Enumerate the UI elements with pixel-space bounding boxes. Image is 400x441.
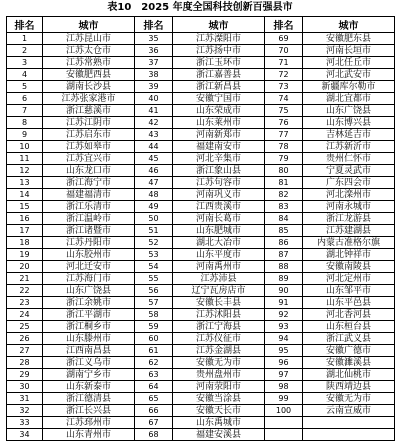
table-row <box>7 105 395 117</box>
table-row <box>7 45 395 57</box>
rank-cell: 76 <box>265 117 303 129</box>
rank-cell: 94 <box>265 333 303 345</box>
city-cell: 山东禹城市 <box>173 417 265 429</box>
rank-cell: 28 <box>7 357 43 369</box>
city-cell: 湖南长沙县 <box>43 81 135 93</box>
city-cell: 浙江象山县 <box>173 165 265 177</box>
city-cell: 浙江长兴县 <box>43 405 135 417</box>
city-cell: 浙江余姚市 <box>43 297 135 309</box>
rank-cell: 80 <box>265 165 303 177</box>
city-cell: 山东广饶县 <box>303 105 395 117</box>
table-row <box>7 165 395 177</box>
city-cell: 湖北大冶市 <box>173 237 265 249</box>
city-cell: 福建福清市 <box>43 189 135 201</box>
rank-cell: 47 <box>135 177 173 189</box>
city-cell: 浙江宁海县 <box>173 321 265 333</box>
city-cell: 江苏金湖县 <box>173 345 265 357</box>
rank-cell: 49 <box>135 201 173 213</box>
rank-cell: 58 <box>135 309 173 321</box>
city-cell: 贵州仁怀市 <box>303 153 395 165</box>
rank-cell: 24 <box>7 309 43 321</box>
city-cell: 河北任丘市 <box>303 57 395 69</box>
rank-cell: 4 <box>7 69 43 81</box>
city-cell: 河南永城市 <box>303 201 395 213</box>
city-cell: 浙江玉环市 <box>173 57 265 69</box>
rank-cell: 51 <box>135 225 173 237</box>
city-cell: 陕西靖边县 <box>303 381 395 393</box>
rank-cell: 15 <box>7 201 43 213</box>
city-cell: 河北武安市 <box>303 69 395 81</box>
city-cell: 湖北钟祥市 <box>303 249 395 261</box>
rank-cell: 1 <box>7 33 43 45</box>
city-cell: 江西贵溪市 <box>173 201 265 213</box>
city-cell: 江苏仪征市 <box>173 333 265 345</box>
rank-cell: 8 <box>7 117 43 129</box>
city-cell: 安徽肥西县 <box>43 69 135 81</box>
city-cell: 河南禹州市 <box>173 261 265 273</box>
city-cell: 宁夏灵武市 <box>303 165 395 177</box>
rank-cell: 57 <box>135 297 173 309</box>
city-cell: 辽宁瓦房店市 <box>173 285 265 297</box>
rank-cell: 91 <box>265 297 303 309</box>
city-cell: 浙江桐乡市 <box>43 321 135 333</box>
header-city: 城市 <box>303 17 395 33</box>
rank-cell: 9 <box>7 129 43 141</box>
rank-cell: 78 <box>265 141 303 153</box>
table-row <box>7 393 395 405</box>
city-cell: 浙江新昌县 <box>173 81 265 93</box>
city-cell: 山东广饶县 <box>43 285 135 297</box>
rank-cell <box>265 417 303 429</box>
table-row <box>7 261 395 273</box>
rank-cell: 99 <box>265 393 303 405</box>
header-rank: 排名 <box>135 17 173 33</box>
table-number: 表10 <box>107 2 132 13</box>
rank-cell: 23 <box>7 297 43 309</box>
city-cell: 浙江嘉善县 <box>173 69 265 81</box>
rank-cell: 35 <box>135 33 173 45</box>
rank-cell: 77 <box>265 129 303 141</box>
rank-cell: 48 <box>135 189 173 201</box>
rank-cell: 14 <box>7 189 43 201</box>
city-cell <box>303 417 395 429</box>
city-cell: 山东博兴县 <box>303 117 395 129</box>
rank-cell: 56 <box>135 285 173 297</box>
city-cell: 福建南安市 <box>173 141 265 153</box>
table-row <box>7 357 395 369</box>
rank-cell: 79 <box>265 153 303 165</box>
rank-cell: 64 <box>135 381 173 393</box>
rank-cell: 40 <box>135 93 173 105</box>
city-cell: 山东青州市 <box>43 429 135 441</box>
city-cell: 河南新郑市 <box>173 129 265 141</box>
rank-cell: 34 <box>7 429 43 441</box>
city-cell: 河北滦州市 <box>303 189 395 201</box>
rank-cell: 54 <box>135 261 173 273</box>
city-cell: 河北定州市 <box>303 273 395 285</box>
rank-cell: 27 <box>7 345 43 357</box>
table-row <box>7 237 395 249</box>
table-row <box>7 417 395 429</box>
table-row <box>7 129 395 141</box>
table-title <box>0 0 400 15</box>
table-row <box>7 57 395 69</box>
rank-cell <box>265 429 303 441</box>
city-cell: 山东邹平市 <box>303 285 395 297</box>
table-row <box>7 201 395 213</box>
city-cell: 浙江平湖市 <box>43 309 135 321</box>
table-caption: 2025 年度全国科技创新百强县市 <box>141 2 293 13</box>
city-cell: 浙江武义县 <box>303 333 395 345</box>
city-cell: 河南巩义市 <box>173 189 265 201</box>
header-rank: 排名 <box>7 17 43 33</box>
city-cell: 内蒙古准格尔旗 <box>303 237 395 249</box>
city-cell: 安徽广德市 <box>303 345 395 357</box>
city-cell: 河南长垣市 <box>303 45 395 57</box>
rank-cell: 75 <box>265 105 303 117</box>
rank-cell: 46 <box>135 165 173 177</box>
rank-cell: 84 <box>265 213 303 225</box>
city-cell: 浙江义乌市 <box>43 357 135 369</box>
table-row <box>7 225 395 237</box>
rank-cell: 31 <box>7 393 43 405</box>
rank-cell: 90 <box>265 285 303 297</box>
city-cell: 山东桓台县 <box>303 321 395 333</box>
city-cell: 河南长葛市 <box>173 213 265 225</box>
rank-cell: 37 <box>135 57 173 69</box>
city-cell: 浙江诸暨市 <box>43 225 135 237</box>
rank-cell: 52 <box>135 237 173 249</box>
table-row <box>7 405 395 417</box>
rank-cell: 3 <box>7 57 43 69</box>
rank-cell: 61 <box>135 345 173 357</box>
rank-cell: 39 <box>135 81 173 93</box>
city-cell: 浙江慈溪市 <box>43 105 135 117</box>
rank-cell: 86 <box>265 237 303 249</box>
city-cell: 浙江温岭市 <box>43 213 135 225</box>
city-cell: 江苏句容市 <box>173 177 265 189</box>
rank-cell: 93 <box>265 321 303 333</box>
header-city: 城市 <box>43 17 135 33</box>
city-cell: 浙江乐清市 <box>43 201 135 213</box>
city-cell: 山东平度市 <box>173 249 265 261</box>
table-row <box>7 69 395 81</box>
city-cell <box>303 429 395 441</box>
city-cell: 安徽无为市 <box>303 393 395 405</box>
rank-cell: 6 <box>7 93 43 105</box>
rank-cell: 33 <box>7 417 43 429</box>
city-cell: 江苏宜兴市 <box>43 153 135 165</box>
city-cell: 江苏沛县 <box>173 273 265 285</box>
rank-cell: 44 <box>135 141 173 153</box>
rank-cell: 11 <box>7 153 43 165</box>
rank-cell: 98 <box>265 381 303 393</box>
city-cell: 浙江海宁市 <box>43 177 135 189</box>
rank-cell: 67 <box>135 417 173 429</box>
rank-cell: 82 <box>265 189 303 201</box>
rank-cell: 36 <box>135 45 173 57</box>
header-rank: 排名 <box>265 17 303 33</box>
city-cell: 山东新泰市 <box>43 381 135 393</box>
table-row <box>7 141 395 153</box>
city-cell: 江苏溧阳市 <box>173 33 265 45</box>
city-cell: 湖北宜都市 <box>303 93 395 105</box>
rank-cell: 71 <box>265 57 303 69</box>
city-cell: 江苏新沂市 <box>303 141 395 153</box>
city-cell: 河北辛集市 <box>173 153 265 165</box>
rank-cell: 25 <box>7 321 43 333</box>
rank-cell: 63 <box>135 369 173 381</box>
city-cell: 江苏海门市 <box>43 273 135 285</box>
rank-cell: 60 <box>135 333 173 345</box>
city-cell: 江苏昆山市 <box>43 33 135 45</box>
rank-cell: 73 <box>265 81 303 93</box>
table-row <box>7 93 395 105</box>
table-row <box>7 309 395 321</box>
city-cell: 江苏沭阳县 <box>173 309 265 321</box>
city-cell: 浙江德清县 <box>43 393 135 405</box>
city-cell: 广东四会市 <box>303 177 395 189</box>
rank-cell: 74 <box>265 93 303 105</box>
city-cell: 山东胶州市 <box>43 249 135 261</box>
rank-cell: 92 <box>265 309 303 321</box>
rank-cell: 43 <box>135 129 173 141</box>
city-cell: 江苏张家港市 <box>43 93 135 105</box>
table-row <box>7 249 395 261</box>
rank-cell: 17 <box>7 225 43 237</box>
table-row <box>7 345 395 357</box>
rank-cell: 13 <box>7 177 43 189</box>
table-row <box>7 285 395 297</box>
header-city: 城市 <box>173 17 265 33</box>
rank-cell: 59 <box>135 321 173 333</box>
rank-cell: 21 <box>7 273 43 285</box>
rank-cell: 72 <box>265 69 303 81</box>
table-row <box>7 273 395 285</box>
rank-cell: 29 <box>7 369 43 381</box>
rank-cell: 10 <box>7 141 43 153</box>
ranking-table <box>6 16 395 441</box>
rank-cell: 22 <box>7 285 43 297</box>
rank-cell: 100 <box>265 405 303 417</box>
city-cell: 山东滕州市 <box>43 333 135 345</box>
city-cell: 河南荥阳市 <box>173 381 265 393</box>
header-row <box>7 17 395 33</box>
rank-cell: 70 <box>265 45 303 57</box>
rank-cell: 62 <box>135 357 173 369</box>
city-cell: 山东肥城市 <box>173 225 265 237</box>
city-cell: 江苏太仓市 <box>43 45 135 57</box>
city-cell: 河北香河县 <box>303 309 395 321</box>
rank-cell: 50 <box>135 213 173 225</box>
city-cell: 江西南昌县 <box>43 345 135 357</box>
city-cell: 安徽肥东县 <box>303 33 395 45</box>
city-cell: 安徽宁国市 <box>173 93 265 105</box>
rank-cell: 38 <box>135 69 173 81</box>
city-cell: 安徽无为市 <box>173 357 265 369</box>
rank-cell: 30 <box>7 381 43 393</box>
rank-cell: 69 <box>265 33 303 45</box>
rank-cell: 85 <box>265 225 303 237</box>
table-row <box>7 381 395 393</box>
city-cell: 贵州盘州市 <box>173 369 265 381</box>
rank-cell: 7 <box>7 105 43 117</box>
table-row <box>7 177 395 189</box>
city-cell: 山东平邑县 <box>303 297 395 309</box>
city-cell: 湖南宁乡市 <box>43 369 135 381</box>
rank-cell: 19 <box>7 249 43 261</box>
city-cell: 吉林延吉市 <box>303 129 395 141</box>
rank-cell: 65 <box>135 393 173 405</box>
rank-cell: 95 <box>265 345 303 357</box>
rank-cell: 18 <box>7 237 43 249</box>
city-cell: 江苏丹阳市 <box>43 237 135 249</box>
rank-cell: 96 <box>265 357 303 369</box>
rank-cell: 20 <box>7 261 43 273</box>
city-cell: 湖北仙桃市 <box>303 369 395 381</box>
city-cell: 江苏如皋市 <box>43 141 135 153</box>
city-cell: 江苏常熟市 <box>43 57 135 69</box>
city-cell: 安徽濉溪县 <box>303 357 395 369</box>
rank-cell: 12 <box>7 165 43 177</box>
table-row <box>7 321 395 333</box>
city-cell: 安徽南陵县 <box>303 261 395 273</box>
rank-cell: 97 <box>265 369 303 381</box>
rank-cell: 2 <box>7 45 43 57</box>
table-row <box>7 297 395 309</box>
rank-cell: 45 <box>135 153 173 165</box>
rank-cell: 89 <box>265 273 303 285</box>
city-cell: 江苏扬中市 <box>173 45 265 57</box>
rank-cell: 16 <box>7 213 43 225</box>
rank-cell: 55 <box>135 273 173 285</box>
rank-cell: 26 <box>7 333 43 345</box>
city-cell: 江苏建湖县 <box>303 225 395 237</box>
table-row <box>7 213 395 225</box>
city-cell: 新疆库尔勒市 <box>303 81 395 93</box>
city-cell: 江苏邳州市 <box>43 417 135 429</box>
table-row <box>7 117 395 129</box>
city-cell: 浙江龙游县 <box>303 213 395 225</box>
city-cell: 云南宣威市 <box>303 405 395 417</box>
city-cell: 安徽天长市 <box>173 405 265 417</box>
rank-cell: 42 <box>135 117 173 129</box>
rank-cell: 53 <box>135 249 173 261</box>
table-row <box>7 189 395 201</box>
city-cell: 河北迁安市 <box>43 261 135 273</box>
table-row <box>7 153 395 165</box>
rank-cell: 5 <box>7 81 43 93</box>
table-row <box>7 333 395 345</box>
city-cell: 山东莱州市 <box>173 117 265 129</box>
city-cell: 安徽长丰县 <box>173 297 265 309</box>
city-cell: 安徽当涂县 <box>173 393 265 405</box>
rank-cell: 66 <box>135 405 173 417</box>
rank-cell: 41 <box>135 105 173 117</box>
rank-cell: 88 <box>265 261 303 273</box>
city-cell: 江苏江阴市 <box>43 117 135 129</box>
city-cell: 山东荣成市 <box>173 105 265 117</box>
table-row <box>7 369 395 381</box>
table-row <box>7 429 395 441</box>
table-row <box>7 33 395 45</box>
city-cell: 山东龙口市 <box>43 165 135 177</box>
city-cell: 江苏启东市 <box>43 129 135 141</box>
rank-cell: 81 <box>265 177 303 189</box>
rank-cell: 68 <box>135 429 173 441</box>
rank-cell: 83 <box>265 201 303 213</box>
city-cell: 福建安溪县 <box>173 429 265 441</box>
rank-cell: 87 <box>265 249 303 261</box>
table-row <box>7 81 395 93</box>
rank-cell: 32 <box>7 405 43 417</box>
